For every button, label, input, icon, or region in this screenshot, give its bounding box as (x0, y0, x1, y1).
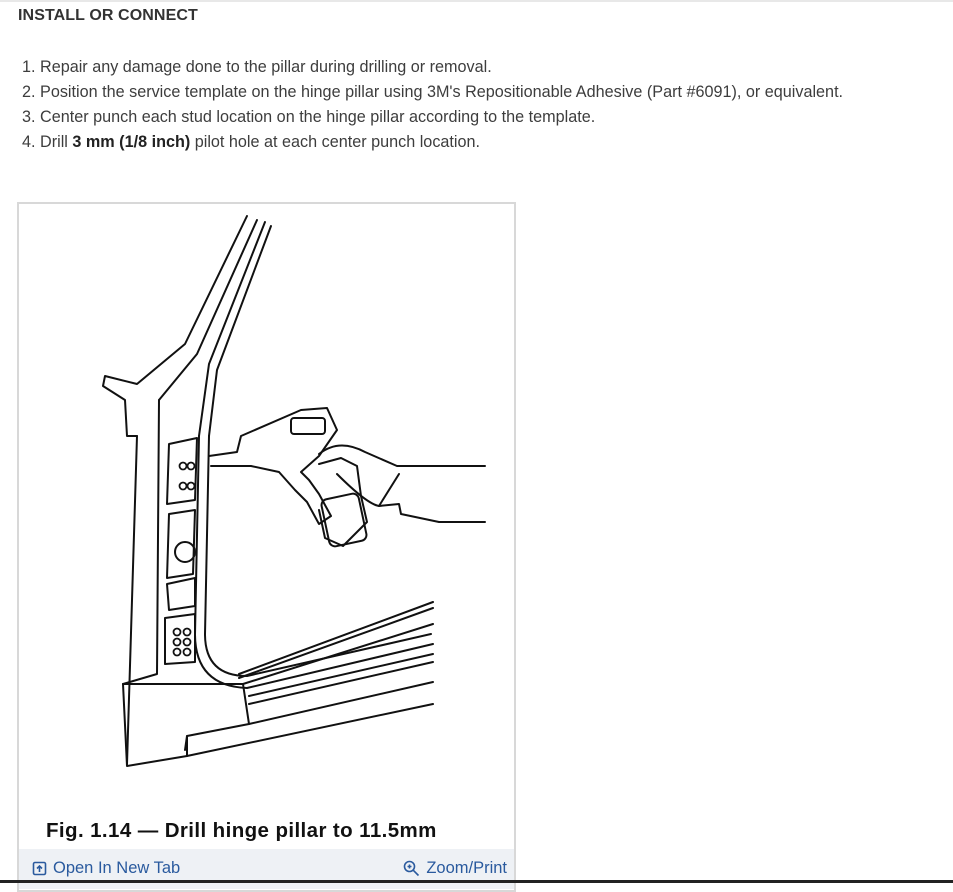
step-text: Center punch each stud location on the hinge pillar according to the template. (40, 108, 596, 126)
instruction-list (22, 56, 843, 156)
step-text: pilot hole at each center punch location. (194, 133, 481, 151)
step-number: 1. (22, 58, 36, 76)
hinge-pillar-illustration[interactable] (19, 204, 514, 804)
list-item (22, 56, 843, 81)
step-text: Position the service template on the hinge pillar using 3M's Repositionable Adhesive (Part #6091), or equivalent. (40, 83, 844, 101)
open-new-tab-label: Open In New Tab (53, 859, 181, 877)
list-item (22, 131, 843, 156)
figure-caption: Fig. 1.14 — Drill hinge pillar to 11.5mm (46, 819, 437, 842)
open-new-tab-icon (32, 861, 47, 876)
figure-link-bar (19, 849, 514, 889)
list-item (22, 81, 843, 106)
zoom-print-label: Zoom/Print (426, 859, 507, 877)
section-heading: INSTALL OR CONNECT (18, 7, 198, 24)
zoom-icon (403, 860, 420, 877)
open-new-tab-link[interactable] (32, 859, 180, 878)
step-measurement: 3 mm (1/8 inch) (72, 133, 191, 151)
step-text: Repair any damage done to the pillar during drilling or removal. (40, 58, 492, 76)
step-number: 3. (22, 108, 36, 126)
step-number: 4. (22, 133, 36, 151)
step-text: Drill (40, 133, 68, 151)
figure-card (17, 202, 516, 892)
list-item (22, 106, 843, 131)
step-number: 2. (22, 83, 36, 101)
zoom-print-link[interactable] (403, 859, 507, 878)
top-divider (0, 0, 953, 2)
